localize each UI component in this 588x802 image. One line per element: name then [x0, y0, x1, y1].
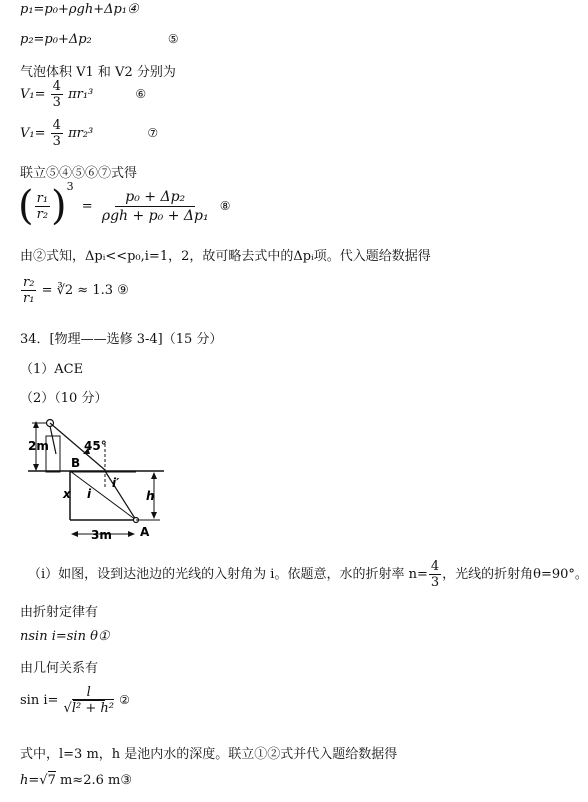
sin-numerator: l	[73, 686, 105, 701]
result-numerator: r₂	[23, 275, 35, 290]
sin-denominator: l² + h²	[71, 701, 114, 716]
question-34-part2: （2）（10 分）	[20, 391, 108, 406]
height-2m-arrow-top	[33, 421, 39, 428]
label-h: h	[146, 489, 155, 503]
label-3m: 3m	[91, 528, 112, 542]
label-45-degrees: 45°	[84, 439, 107, 453]
equation-p1: p₁=p₀+ρgh+Δp₁④	[20, 2, 139, 17]
width-3m-arrow-right	[128, 531, 135, 537]
question-34-heading: 34．[物理——选修 3-4]（15 分）	[20, 332, 223, 347]
v1-denominator: 3	[52, 95, 61, 110]
v1-lhs: V₁=	[20, 87, 46, 102]
equation-ratio: ( $\frac{\text{r₁}}{\text{r₂}}$ )$^3$ = $\frac{\text{p₀ + Δp₂}}{\text{ρgh + p₀ + Δp₁}}$ ⑧	[18, 180, 231, 229]
v1-fraction	[51, 80, 63, 109]
refractive-index-fraction	[429, 560, 441, 589]
result-denominator: r₁	[23, 291, 35, 306]
equation-p2-number: ⑤	[167, 32, 179, 46]
label-i: i	[87, 487, 92, 501]
light-ray-water	[105, 471, 136, 520]
v2-numerator: 4	[52, 118, 61, 133]
ratio-rhs-fraction	[102, 190, 209, 223]
geometry-text: 由几何关系有	[20, 661, 99, 676]
snell-equation: nsin i=sin θ①	[20, 629, 110, 644]
ratio-rhs-denominator: ρgh + p₀ + Δp₁	[101, 207, 209, 224]
sin-denominator-wrap: √l² + h²	[63, 701, 114, 716]
refraction-law-text: 由折射定律有	[20, 605, 99, 620]
equation-result	[20, 276, 129, 305]
depth-h-arrow-top	[151, 472, 157, 479]
ratio-rhs-numerator: p₀ + Δp₂	[115, 190, 195, 207]
equation-v2	[20, 119, 158, 148]
depth-rhs: m≈2.6 m③	[55, 773, 132, 788]
result-rhs: = ∛2 ≈ 1.3 ⑨	[41, 283, 129, 298]
label-B: B	[71, 456, 81, 470]
left-paren: (	[18, 183, 34, 229]
ratio-numerator: r₁	[36, 190, 49, 206]
bubble-volume-text: 气泡体积 V1 和 V2 分别为	[20, 65, 176, 80]
v2-number: ⑦	[147, 126, 159, 140]
v1-rhs: πr₁³	[68, 87, 94, 102]
depth-h-arrow-bottom	[151, 512, 157, 519]
result-fraction	[21, 276, 36, 305]
sin-lhs: sin i=	[20, 693, 59, 708]
ratio-exponent: 3	[66, 180, 74, 194]
part-i-text-b: ，光线的折射角θ=90°。	[442, 567, 588, 582]
label-A: A	[140, 525, 150, 539]
approximation-text: 由②式知，Δpᵢ<<p₀,i=1，2，故可略去式中的Δpᵢ项。代入题给数据得	[20, 249, 431, 264]
refractive-index-numerator: 4	[430, 559, 440, 574]
question-34-part1: （1）ACE	[20, 362, 84, 377]
sin-equation	[20, 686, 130, 715]
equation-p2: p₂=p₀+Δp₂	[20, 32, 92, 47]
v1-numerator: 4	[52, 79, 61, 94]
ratio-denominator: r₂	[36, 206, 49, 222]
label-2m: 2m	[28, 439, 49, 453]
label-i-prime: i′	[112, 476, 120, 490]
v1-number: ⑥	[135, 87, 147, 101]
sin-fraction	[64, 686, 114, 715]
label-x: x	[63, 487, 71, 501]
v2-rhs: πr₂³	[68, 126, 94, 141]
depth-radicand: 7	[47, 773, 56, 788]
depth-result: h=√7 m≈2.6 m③	[20, 773, 132, 788]
refraction-diagram	[28, 414, 168, 544]
equation-v1	[20, 80, 146, 109]
sin-number: ②	[119, 693, 130, 707]
person-body	[50, 426, 56, 454]
height-2m-arrow-bottom	[33, 464, 39, 471]
part-i-text-a: （i）如图，设到达池边的光线的入射角为 i。依题意，水的折射率 n=	[28, 567, 428, 582]
v2-denominator: 3	[52, 134, 61, 149]
part-i-text	[28, 560, 588, 589]
ratio-fraction	[35, 192, 50, 221]
where-text: 式中，l=3 m，h 是池内水的深度。联立①②式并代入题给数据得	[20, 747, 398, 762]
equation-p2-row	[20, 32, 179, 47]
depth-lhs: h=	[20, 773, 40, 788]
v2-lhs: V₁=	[20, 126, 46, 141]
refractive-index-denominator: 3	[430, 575, 440, 590]
width-3m-arrow-left	[71, 531, 78, 537]
ratio-number: ⑧	[219, 198, 231, 213]
ray-to-edge	[70, 471, 136, 520]
right-paren: )	[51, 183, 67, 229]
v2-fraction	[51, 119, 63, 148]
combine-text: 联立⑤④⑤⑥⑦式得	[20, 166, 138, 181]
